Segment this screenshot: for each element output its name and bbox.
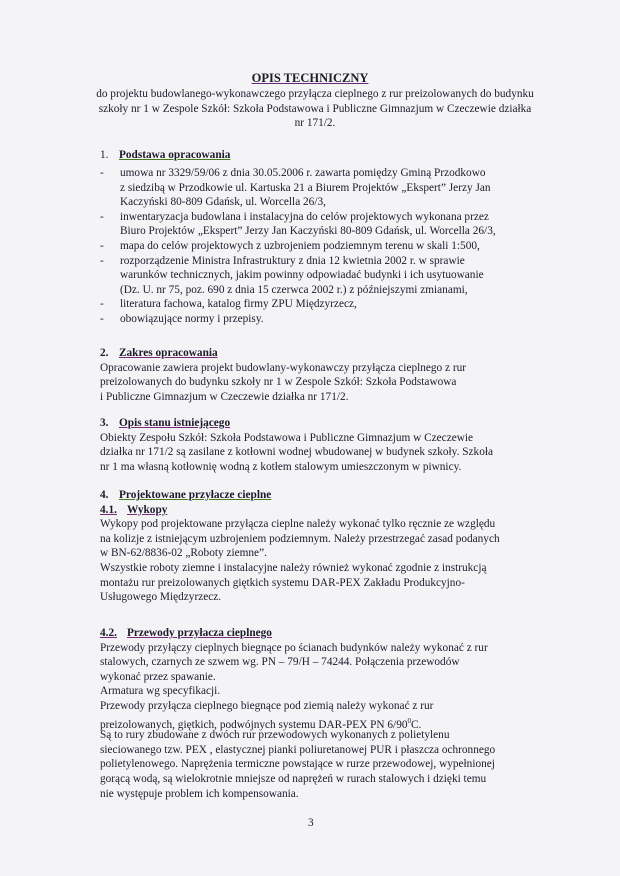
paragraph-line: stalowych, czarnych ze szwem wg. PN – 79/H – 74244. Połączenia przewodów bbox=[100, 656, 460, 669]
paragraph-line: działka nr 171/2 są zasilane z kotłowni wodnej wbudowanej w budynek szkoły. Szkoła bbox=[100, 446, 493, 459]
bullet-dash: - bbox=[100, 211, 104, 223]
paragraph-line: Są to rury zbudowane z dwóch rur przewodowych wykonanych z polietylenu bbox=[100, 729, 450, 742]
section-2-number: 2. bbox=[100, 347, 109, 359]
paragraph-line: na kolizje z istniejącym uzbrojeniem podziemnym. Należy przestrzegać zasad podanych bbox=[100, 532, 500, 545]
list-item-line: inwentaryzacja budowlana i instalacyjna do celów projektowych wykonana przez bbox=[120, 210, 489, 223]
list-item-line: mapa do celów projektowych z uzbrojeniem podziemnym terenu w skali 1:500, bbox=[120, 240, 480, 252]
paragraph-line: i Publiczne Gimnazjum w Czeczewie działka nr 171/2. bbox=[100, 390, 349, 403]
section-3-heading: Opis stanu istniejącego bbox=[119, 417, 231, 429]
list-item-line: (Dz. U. nr 75, poz. 690 z dnia 15 czerwca 2002 r.) z późniejszymi zmianami, bbox=[120, 283, 468, 296]
paragraph-line: Przewody przyłącza cieplnego biegnące pod ziemią należy wykonać z rur bbox=[100, 700, 434, 712]
paragraph-line: preizolowanych do budynku szkoły nr 1 w Zespole Szkół: Szkoła Podstawowa bbox=[100, 376, 457, 389]
bullet-dash: - bbox=[100, 313, 104, 325]
section-4-1-number: 4.1. bbox=[100, 503, 117, 516]
page-number: 3 bbox=[308, 817, 314, 829]
paragraph-line: polietylenowego. Naprężenia termiczne powstające w rurze przewodowej, wypełnionej bbox=[100, 758, 495, 771]
paragraph-line: gorącą wodą, są wielokrotnie mniejsze od naprężeń w rurach stalowych i dzięki temu bbox=[100, 773, 487, 785]
list-item-line: umowa nr 3329/59/06 z dnia 30.05.2006 r. zawarta pomiędzy Gminą Przodkowo bbox=[120, 167, 486, 179]
section-4-heading: Projektowane przyłacze cieplne bbox=[119, 489, 272, 501]
list-item-line: warunków technicznych, jakim powinny odpowiadać budynki i ich usytuowanie bbox=[120, 269, 484, 282]
section-3-number: 3. bbox=[100, 417, 109, 429]
bullet-dash: - bbox=[100, 240, 104, 252]
section-4-1-heading: Wykopy bbox=[127, 503, 168, 516]
pex-spec-text: preizolowanych, giętkich, podwójnych systemu DAR-PEX PN 6/90 bbox=[100, 718, 408, 731]
section-1-heading: Podstawa opracowania bbox=[119, 149, 231, 161]
paragraph-line: Wszystkie roboty ziemne i instalacyjne należy również wykonać zgodnie z instrukcją bbox=[100, 562, 487, 574]
paragraph-line: Usługowego Międzyrzecz. bbox=[100, 591, 222, 604]
paragraph-line: nie występuje problem ich kompensowania. bbox=[100, 787, 299, 800]
list-item-line: literatura fachowa, katalog firmy ZPU Międzyrzecz, bbox=[120, 298, 357, 311]
paragraph-line: w BN-62/8836-02 „Roboty ziemne”. bbox=[100, 547, 267, 560]
section-4-number: 4. bbox=[100, 489, 109, 501]
paragraph-line: sieciowanego tzw. PEX , elastycznej pianki poliuretanowej PUR i płaszcza ochronnego bbox=[100, 743, 496, 756]
paragraph-line: wykonać przez spawanie. bbox=[100, 670, 216, 683]
paragraph-line: Opracowanie zawiera projekt budowlany-wykonawczy przyłącza cieplnego z rur bbox=[100, 361, 467, 374]
paragraph-line: Armatura wg specyfikacji. bbox=[100, 685, 221, 698]
bullet-dash: - bbox=[100, 255, 104, 267]
list-item-line: obowiązujące normy i przepisy. bbox=[120, 313, 264, 325]
pex-spec-unit: C. bbox=[411, 718, 422, 731]
section-4-2-heading: Przewody przyłacza cieplnego bbox=[127, 627, 272, 639]
paragraph-line: nr 1 ma własną kotłownię wodną z kotłem stalowym umieszczonym w piwnicy. bbox=[100, 460, 462, 473]
paragraph-line: Obiekty Zespołu Szkół: Szkoła Podstawowa i Publiczne Gimnazjum w Czeczewie bbox=[100, 431, 474, 444]
list-item-line: Kaczyński 80-809 Gdańsk, ul. Worcella 26/3, bbox=[120, 196, 326, 209]
degree-superscript: 0 bbox=[407, 716, 411, 725]
paragraph-line: Wykopy pod projektowane przyłącza cieplne należy wykonać tylko ręcznie ze względu bbox=[100, 518, 496, 531]
document-title: OPIS TECHNICZNY bbox=[251, 71, 369, 85]
document-subtitle: do projektu budowlanego-wykonawczego przyłącza cieplnego z rur preizolowanych do budynku szkoły nr 1 w Zespole Szkół: Szkoła Podstawowa i Publiczne Gimnazjum w Czeczewie działka nr 171/2. bbox=[96, 88, 534, 130]
section-2-heading: Zakres opracowania bbox=[119, 347, 218, 359]
paragraph-line: montażu rur preizolowanych giętkich systemu DAR-PEX Zakładu Produkcyjno- bbox=[100, 576, 465, 589]
paragraph-line: Przewody przyłączy cieplnych biegnące po ścianach budynków należy wykonać z rur bbox=[100, 641, 488, 654]
section-4-2-number: 4.2. bbox=[100, 627, 117, 639]
bullet-dash: - bbox=[100, 167, 104, 179]
list-item-line: z siedzibą w Przodkowie ul. Kartuska 21 a Biurem Projektów „Ekspert” Jerzy Jan bbox=[120, 181, 491, 194]
list-item-line: Biuro Projektów „Ekspert” Jerzy Jan Kaczyński 80-809 Gdańsk, ul. Worcella 26/3, bbox=[120, 225, 496, 238]
section-1-number: 1. bbox=[100, 149, 109, 161]
bullet-dash: - bbox=[100, 298, 104, 310]
list-item-line: rozporządzenie Ministra Infrastruktury z dnia 12 kwietnia 2002 r. w sprawie bbox=[120, 254, 465, 267]
